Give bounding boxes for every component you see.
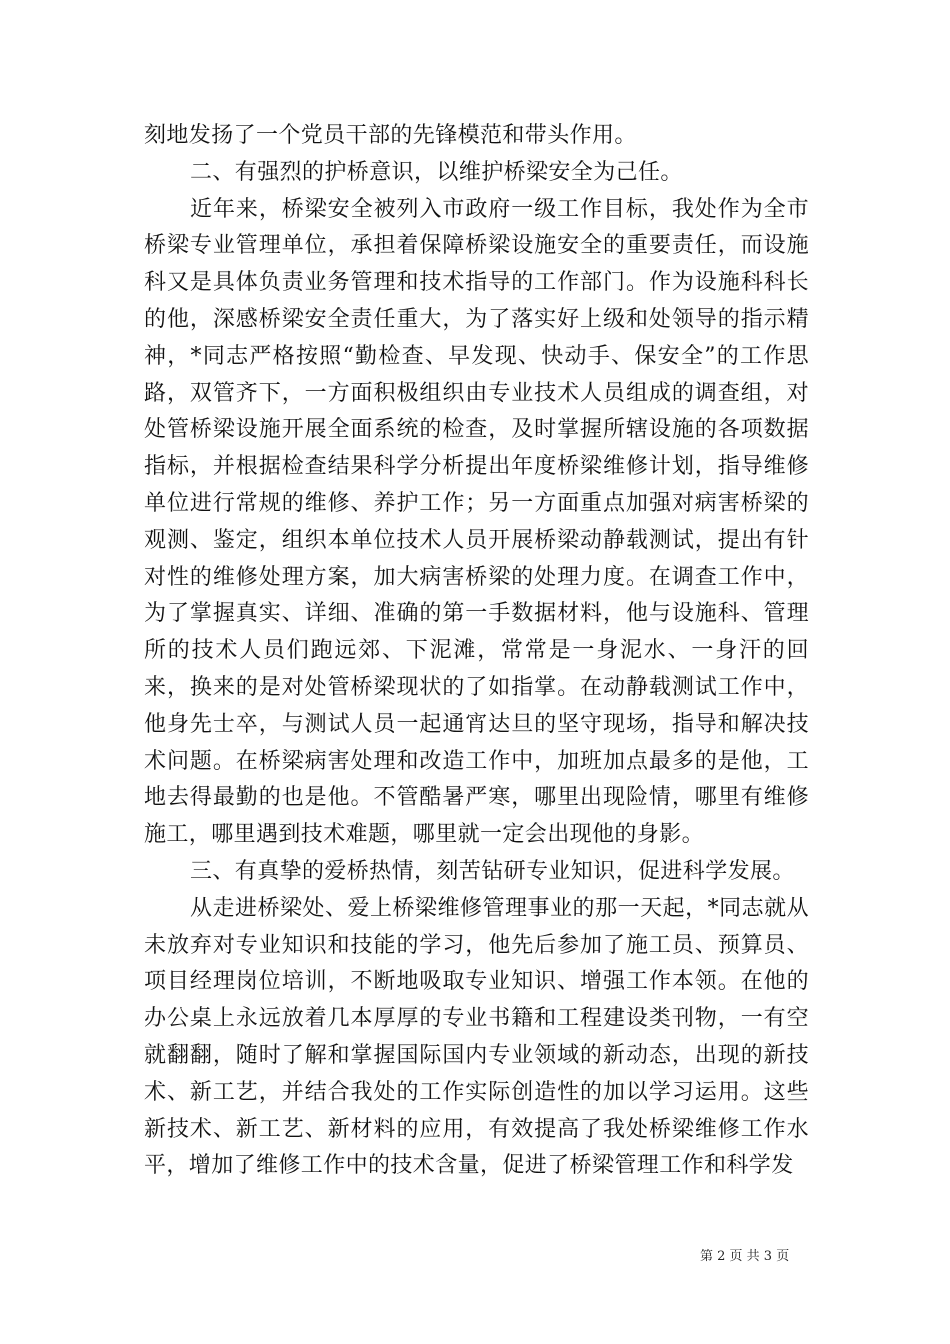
paragraph-bridge-safety: 近年来，桥梁安全被列入市政府一级工作目标，我处作为全市桥梁专业管理单位，承担着保障桥梁设施安全的重要责任，而设施科又是具体负责业务管理和技术指导的工作部门。作为设施科科长的他，深感桥梁安全责任重大，为了落实好上级和处领导的指示精神，*同志严格按照“勤检查、早发现、快动手、保安全”的工作思路，双管齐下，一方面积极组织由专业技术人员组成的调查组，对处管桥梁设施开展全面系统的检查，及时掌握所辖设施的各项数据指标，并根据检查结果科学分析提出年度桥梁维修计划，指导维修单位进行常规的维修、养护工作；另一方面重点加强对病害桥梁的观测、鉴定，组织本单位技术人员开展桥梁动静载测试，提出有针对性的维修处理方案，加大病害桥梁的处理力度。在调查工作中，为了掌握真实、详细、准确的第一手数据材料，他与设施科、管理所的技术人员们跑远郊、下泥滩，常常是一身泥水、一身汗的回来，换来的是对处管桥梁现状的了如指掌。在动静载测试工作中，他身先士卒，与测试人员一起通宵达旦的坚守现场，指导和解决技术问题。在桥梁病害处理和改造工作中，加班加点最多的是他，工地去得最勤的也是他。不管酷暑严寒，哪里出现险情，哪里有维修施工，哪里遇到技术难题，哪里就一定会出现他的身影。 <box>144 196 809 848</box>
page-number: 第 2 页 共 3 页 <box>700 1249 790 1264</box>
paragraph-professional-study: 从走进桥梁处、爱上桥梁维修管理事业的那一天起，*同志就从未放弃对专业知识和技能的学习，他先后参加了施工员、预算员、项目经理岗位培训，不断地吸取专业知识、增强工作本领。在他的办公桌上永远放着几本厚厚的专业书籍和工程建设类刊物，一有空就翻翻，随时了解和掌握国际国内专业领域的新动态，出现的新技术、新工艺，并结合我处的工作实际创造性的加以学习运用。这些新技术、新工艺、新材料的应用，有效提高了我处桥梁维修工作水平，增加了维修工作中的技术含量，促进了桥梁管理工作和科学发 <box>144 895 809 1179</box>
paragraph-continuation: 刻地发扬了一个党员干部的先锋模范和带头作用。 <box>144 123 637 148</box>
section-heading-3: 三、有真挚的爱桥热情，刻苦钻研专业知识，促进科学发展。 <box>190 858 795 884</box>
body-text <box>144 118 809 1185</box>
section-heading-2: 二、有强烈的护桥意识，以维护桥梁安全为己任。 <box>190 159 683 185</box>
